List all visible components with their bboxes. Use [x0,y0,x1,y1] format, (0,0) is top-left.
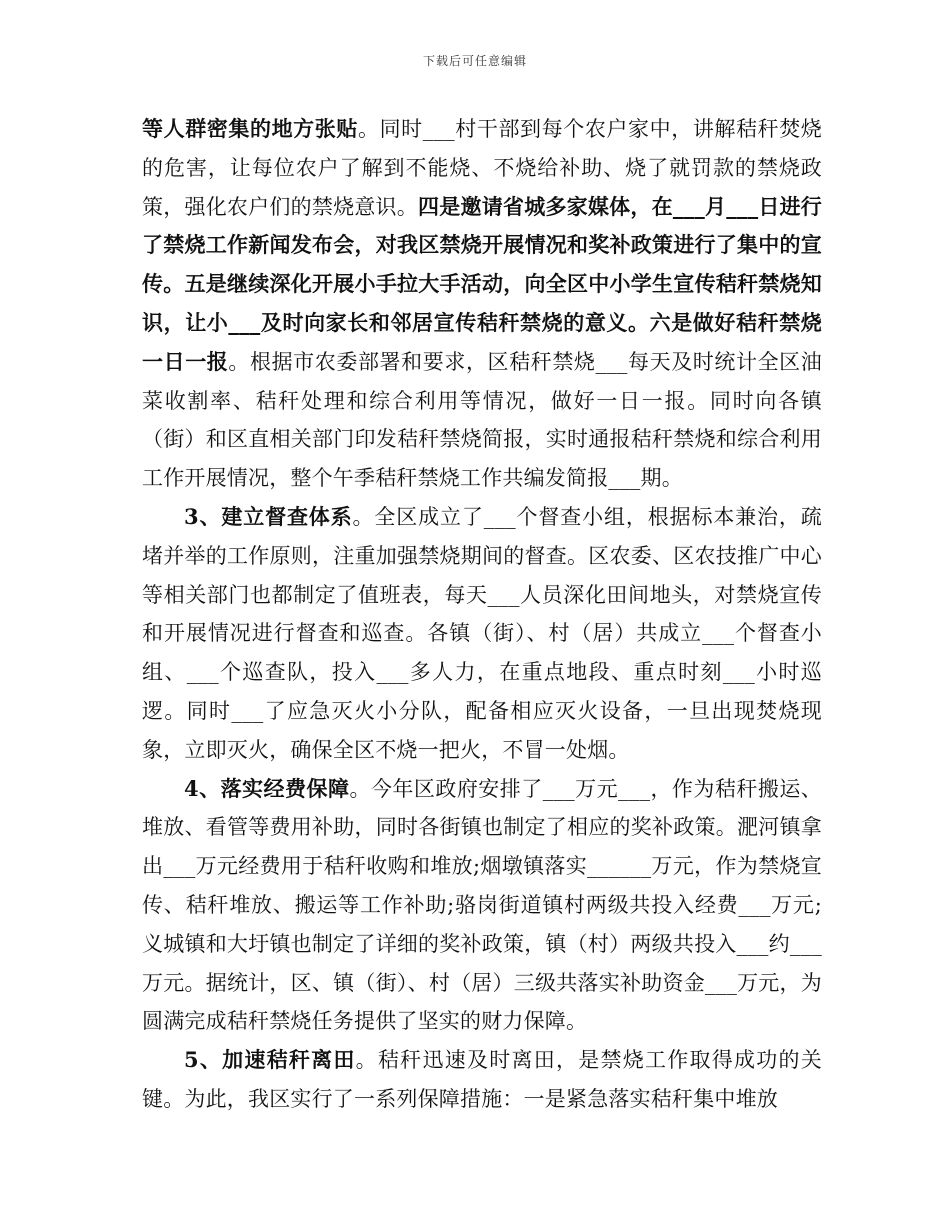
paragraph-supervision [142,498,822,770]
paragraph-funding [142,770,822,1042]
body-text: 。同时___村干部到每个农户家中，讲解秸秆焚烧的危害，让每位农户了解到不能烧、不烧给补助、烧了就罚款的禁烧政策，强化农户们的禁烧意识。 [142,117,822,219]
bold-text: 等人群密集的地方张贴 [142,116,358,141]
document-body [142,110,822,1119]
section-heading: 5、加速秸秆离田 [184,1047,356,1073]
body-text: 。全区成立了___个督查小组，根据标本兼治，疏堵并举的工作原则，注重加强禁烧期间的督查。区农委、区农技推广中心等相关部门也都制定了值班表，每天___人员深化田间地头，对禁烧宣传和开展情况进行督查和巡查。各镇（街）、村（居）共成立___个督查小组、___个巡查队，投入___多人力，在重点地段、重点时刻___小时巡逻。同时___了应急灭火小分队，配备相应灭火设备，一旦出现焚烧现象，立即灭火，确保全区不烧一把火，不冒一处烟。 [142,504,822,762]
body-text: 。秸秆迅速及时离田，是禁烧工作取得成功的关键。为此，我区实行了一系列保障措施：一是紧急落实秸秆集中堆放 [142,1048,822,1111]
paragraph-straw-removal [142,1041,822,1119]
body-text: 。今年区政府安排了___万元___，作为秸秆搬运、堆放、看管等费用补助，同时各街镇也制定了相应的奖补政策。淝河镇拿出___万元经费用于秸秆收购和堆放;烟墩镇落实______万元，作为禁烧宣传、秸秆堆放、搬运等工作补助;骆岗街道镇村两级共投入经费___万元;义城镇和大圩镇也制定了详细的奖补政策，镇（村）两级共投入___约___万元。据统计，区、镇（街）、村（居）三级共落实补助资金___万元，为圆满完成秸秆禁烧任务提供了坚实的财力保障。 [142,776,822,1034]
section-heading: 3、建立督查体系 [184,503,353,529]
bold-text: 四是邀请省城多家媒体，在___月___日进行了禁烧工作新闻发布会，对我区禁烧开展情况和奖补政策进行了集中的宣传。五是继续深化开展小手拉大手活动，向全区中小学生宣传秸秆禁烧知识，让小___及时向家长和邻居宣传秸秆禁烧的意义。六是做好秸秆禁烧一日一报 [142,193,822,374]
paragraph-continuation [142,110,822,498]
section-heading: 4、落实经费保障 [184,775,350,801]
body-text: 。根据市农委部署和要求，区秸秆禁烧___每天及时统计全区油菜收割率、秸秆处理和综合利用等情况，做好一日一报。同时向各镇（街）和区直相关部门印发秸秆禁烧简报，实时通报秸秆禁烧和综合利用工作开展情况，整个午季秸秆禁烧工作共编发简报___期。 [142,349,822,491]
page-header: 下载后可任意编辑 [422,54,527,68]
